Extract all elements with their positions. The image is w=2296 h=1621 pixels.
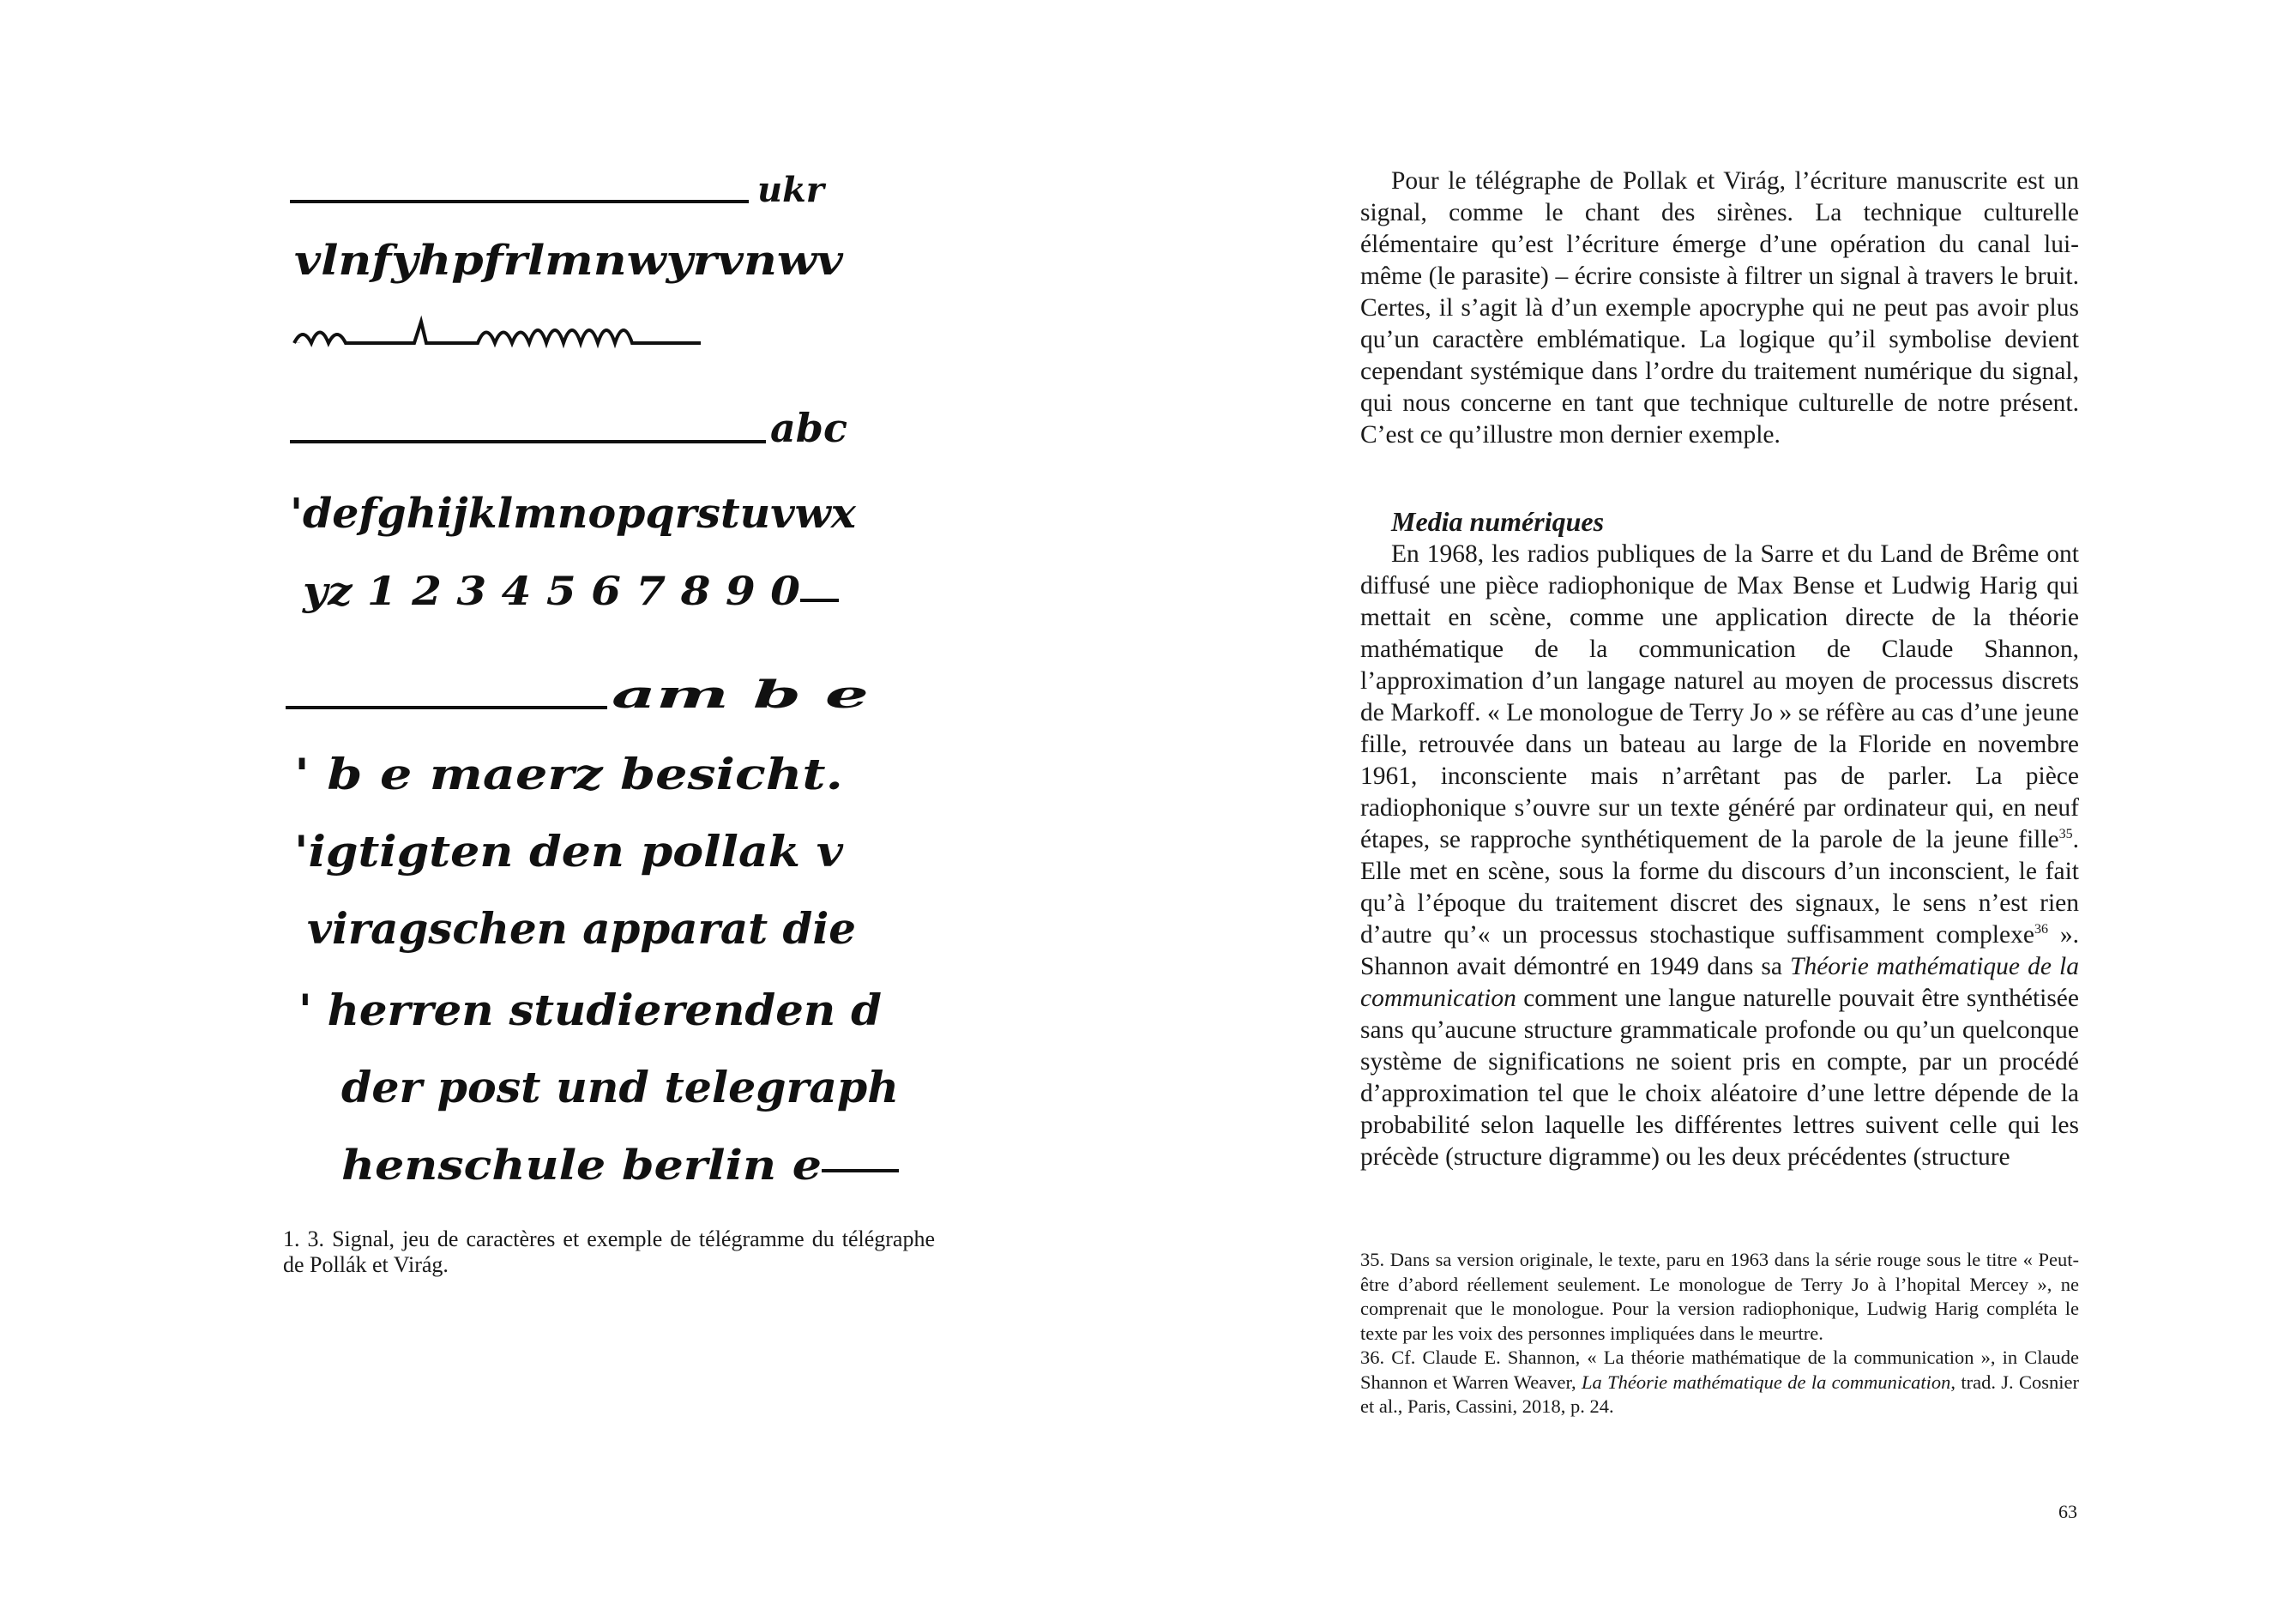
- paragraph-text: . Elle met en scène, sous la forme du discours d’un inconscient, le fait qu’à l’époque du traitement discret des signaux, le sens n’est rien d’autre qu’« un processus stochastique suffisamment complexe: [1360, 826, 2079, 949]
- footnote-36: [1360, 1346, 2079, 1419]
- handwriting-line: nyn f nn nM: [294, 343, 300, 344]
- page-number: 63: [2058, 1501, 2077, 1522]
- handwriting-line: abc: [770, 405, 847, 451]
- section-paragraph: [1360, 539, 2079, 1173]
- paragraph-text: ». Shannon avait démontré en 1949 dans sa: [1360, 921, 2080, 980]
- footnotes: [1360, 1248, 2079, 1419]
- handwriting-image: [273, 167, 925, 1196]
- footnote-text: 36. Cf. Claude E. Shannon, « La théorie mathématique de la communication », in Claude Shannon et Warren Weaver,: [1360, 1347, 2079, 1393]
- handwriting-line: 'defghijklmnopqrstuvwx: [290, 490, 858, 538]
- intro-text: [1360, 166, 2079, 451]
- handwriting-line: ' herren studierenden d: [298, 985, 882, 1035]
- handwriting-line: vlnfyhpfrlmnwyrvnwv: [294, 237, 845, 285]
- footnote-35: 35. Dans sa version originale, le texte, paru en 1963 dans la série rouge sous le titre « Peut-être d’abord réellement seulement. Le monologue de Terry Jo à l’hopital Mercey », ne comprenait que le monologue. Pour la version radiophonique, Ludwig Harig compléta le texte par les voix des personnes impliquées dans le meurtre.: [1360, 1249, 2079, 1344]
- right-page: [1148, 0, 2296, 1621]
- section-body: [1360, 539, 2079, 1173]
- handwriting-line: am b e: [612, 673, 869, 717]
- paragraph-text: En 1968, les radios publiques de la Sarre et du Land de Brême ont diffusé une pièce radiophonique de Max Bense et Ludwig Harig qui mettait en scène, comme une application directe de la théorie mathématique de la communication de Claude Shannon, l’approximation d’un langage naturel au moyen de processus discrets de Markoff. « Le monologue de Terry Jo » se réfère au cas d’une jeune fille, retrouvée dans un bateau au large de la Floride en novembre 1961, inconsciente mais n’arrêtant pas de parler. La pièce radiophonique s’ouvre sur un texte généré par ordinateur qui, en neuf étapes, se rapproche synthétiquement de la parole de la jeune fille: [1360, 540, 2079, 853]
- book-title: Théorie mathématique de la communication: [1360, 953, 2079, 1012]
- handwriting-line: henschule berlin e: [341, 1142, 822, 1190]
- footnote-book-title: La Théorie mathématique de la communication: [1582, 1371, 1951, 1393]
- paragraph-text: comment une langue naturelle pouvait être synthétisée sans qu’aucune structure grammaticale profonde ou qu’un quelconque système de significations ne soient pris en compte, par un procédé d’approximation tel que le choix aléatoire d’une lettre dépende de la probabilité selon laquelle les différentes lettres suivent celle qui les précède (structure digramme) ou les deux précédentes (structure: [1360, 985, 2079, 1171]
- telegraph-handwriting-figure: [273, 167, 925, 1196]
- handwriting-line: der post und telegraph: [341, 1062, 899, 1112]
- footnote-text: , trad. J. Cosnier et al., Paris, Cassini, 2018, p. 24.: [1360, 1371, 2079, 1417]
- handwriting-line: viragschen apparat die: [307, 903, 856, 954]
- signal-waveform: [294, 322, 701, 343]
- footnote-ref: 35: [2058, 827, 2073, 842]
- handwriting-line: ukr: [757, 170, 824, 210]
- section-title: Media numériques: [1391, 506, 1605, 537]
- figure-caption: 1. 3. Signal, jeu de caractères et exemple de télégramme du télégraphe de Pollák et Virág.: [283, 1226, 935, 1277]
- footnote-ref: 36: [2034, 922, 2048, 937]
- handwriting-line: 'igtigten den pollak v: [294, 826, 845, 877]
- intro-paragraph: Pour le télégraphe de Pollak et Virág, l’écriture manuscrite est un signal, comme le chant des sirènes. La technique culturelle élémentaire qu’est l’écriture émerge d’une opération du canal lui-même (le parasite) – écrire consiste à filtrer un signal à travers le bruit. Certes, il s’agit là d’un exemple apocryphe qui ne peut pas avoir plus qu’un caractère emblématique. La logique qu’il symbolise devient cependant systémique dans l’ordre du traitement numérique du signal, qui nous concerne en tant que technique culturelle de notre présent. C’est ce qu’illustre mon dernier exemple.: [1360, 167, 2079, 449]
- handwriting-line: ' b e maerz besicht.: [294, 749, 843, 799]
- handwriting-line: yz 1 2 3 4 5 6 7 8 9 0: [301, 568, 800, 614]
